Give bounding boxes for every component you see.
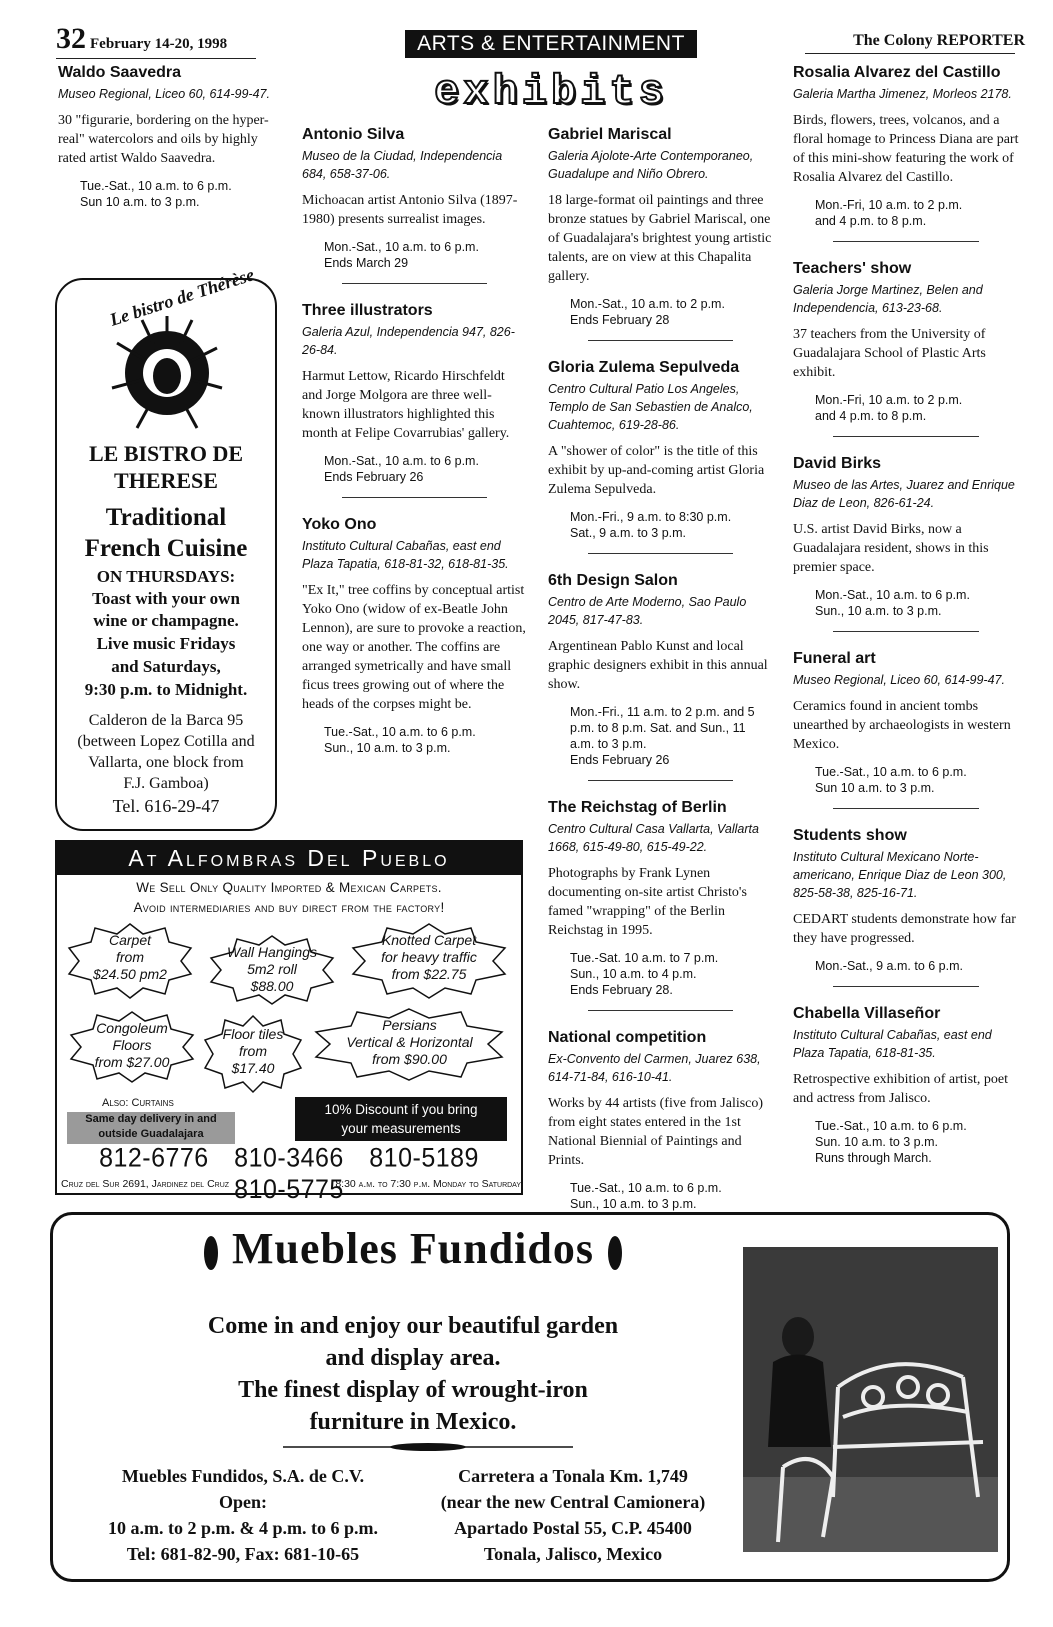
- bistro-name-line: THERESE: [114, 468, 218, 493]
- bistro-address: [57, 710, 275, 794]
- exhibit-hours: [58, 178, 280, 210]
- phone-number: 810-5775: [234, 1174, 344, 1205]
- carpet-footer: [61, 1178, 521, 1190]
- hours-line: Ends February 26: [570, 753, 670, 767]
- address-line: F.J. Gamboa): [123, 775, 209, 792]
- burst-line: $88.00: [250, 978, 294, 994]
- exhibit-description: CEDART students demonstrate how far they have progressed.: [793, 912, 1016, 946]
- burst-line: $24.50 pm2: [93, 966, 167, 982]
- section-banner: ARTS & ENTERTAINMENT: [405, 30, 697, 58]
- burst-line: from $27.00: [94, 1054, 170, 1070]
- exhibit-description: Photographs by Frank Lynen documenting on-site artist Christo's famed "wrapping" of the Berlin Reichstag in 1995.: [548, 866, 747, 938]
- bistro-tagline: [57, 502, 275, 564]
- hours-line: Tue.-Sat. 10 a.m. to 7 p.m.: [570, 951, 719, 965]
- masthead: The Colony REPORTER: [853, 32, 1025, 49]
- exhibit-title: Students show: [793, 827, 907, 844]
- price-burst: [349, 922, 509, 1000]
- exhibit-venue: Galeria Jorge Martinez, Belen and Independencia, 613-23-68.: [793, 283, 983, 315]
- burst-line: Wall Hangings: [226, 944, 317, 960]
- exhibit-hours: [548, 704, 773, 768]
- open-hours: 10 a.m. to 2 p.m. & 4 p.m. to 6 p.m.: [108, 1518, 378, 1538]
- muebles-contact: [73, 1463, 413, 1567]
- exhibit-description: Argentinean Pablo Kunst and local graphic designers exhibit in this annual show.: [548, 639, 768, 692]
- body-line: The finest display of wrought-iron: [238, 1377, 588, 1403]
- same-day-delivery: [67, 1112, 235, 1144]
- column-3: [548, 126, 773, 1230]
- company-name: Muebles Fundidos, S.A. de C.V.: [121, 1466, 365, 1486]
- exhibit-venue: Centro Cultural Casa Vallarta, Vallarta 1668, 615-49-80, 615-49-22.: [548, 822, 759, 854]
- hours-line: Mon.-Sat., 10 a.m. to 6 p.m.: [815, 588, 970, 602]
- exhibit-description: Retrospective exhibition of artist, poet and actress from Jalisco.: [793, 1072, 1009, 1106]
- thursdays-label: ON THURSDAYS:: [96, 567, 236, 586]
- muebles-address: [408, 1463, 738, 1567]
- exhibit-entry: [793, 64, 1019, 242]
- bullet-icon: [608, 1236, 622, 1270]
- bistro-name: [57, 440, 275, 494]
- burst-line: 5m2 roll: [247, 961, 297, 977]
- exhibit-title: National competition: [548, 1029, 707, 1046]
- address-line: (near the new Central Camionera): [440, 1492, 706, 1512]
- hours-line: Sun., 10 a.m. to 3 p.m.: [815, 604, 942, 618]
- hours-line: Mon.-Fri., 9 a.m. to 8:30 p.m.: [570, 510, 732, 524]
- burst-line: Knotted Carpet: [381, 932, 477, 948]
- exhibit-entry: [793, 455, 1019, 632]
- exhibit-title: The Reichstag of Berlin: [548, 799, 727, 816]
- exhibit-hours: [793, 197, 1019, 229]
- exhibit-entry: [793, 1005, 1019, 1166]
- exhibit-hours: [793, 392, 1019, 424]
- exhibit-title: Waldo Saavedra: [58, 64, 182, 81]
- hours-line: and 4 p.m. to 8 p.m.: [815, 214, 927, 228]
- column-4: [793, 64, 1019, 1184]
- exhibit-venue: Instituto Cultural Cabañas, east end Plaza Tapatia, 618-81-32, 618-81-35.: [302, 539, 509, 571]
- live-line: Live music Fridays: [96, 634, 236, 653]
- section-title: exhibits: [434, 68, 668, 116]
- carpet-phones: [57, 1143, 521, 1206]
- entry-divider: [588, 1010, 733, 1011]
- exhibit-venue: Museo Regional, Liceo 60, 614-99-47.: [58, 87, 270, 101]
- exhibit-title: Antonio Silva: [302, 126, 405, 143]
- exhibit-description: Works by 44 artists (five from Jalisco) from eight states entered in the 1st National Biennial of Paintings and Prints.: [548, 1096, 764, 1168]
- exhibit-description: 30 "figurarie, bordering on the hyper-real" watercolors and oils by highly rated artist Waldo Saavedra.: [58, 113, 269, 166]
- header-rule: [56, 58, 256, 59]
- exhibit-venue: Ex-Convento del Carmen, Juarez 638, 614-71-84, 616-10-41.: [548, 1052, 761, 1084]
- address-line: Tonala, Jalisco, Mexico: [483, 1544, 663, 1564]
- carpet-address: Cruz del Sur 2691, Jardinez del Cruz: [61, 1178, 230, 1190]
- exhibit-venue: Galeria Martha Jimenez, Morleos 2178.: [793, 87, 1012, 101]
- exhibit-entry: [302, 126, 527, 284]
- burst-line: Persians: [382, 1017, 437, 1033]
- burst-line: Floors: [112, 1037, 152, 1053]
- burst-line: from: [239, 1043, 267, 1059]
- exhibit-entry: [548, 572, 773, 781]
- muebles-ad: [50, 1212, 1010, 1582]
- hours-line: Sun. 10 a.m. to 3 p.m.: [815, 1135, 938, 1149]
- price-burst: [65, 922, 195, 1000]
- exhibit-title: Gabriel Mariscal: [548, 126, 672, 143]
- exhibit-description: A "shower of color" is the title of this exhibit by up-and-coming artist Gloria Zulema Sepulveda.: [548, 444, 765, 497]
- exhibit-title: Teachers' show: [793, 260, 912, 277]
- exhibit-title: Gloria Zulema Sepulveda: [548, 359, 740, 376]
- phone-number: 810-3466: [234, 1142, 344, 1173]
- burst-line: Floor tiles: [222, 1026, 284, 1042]
- entry-divider: [833, 436, 979, 437]
- open-label: Open:: [218, 1492, 267, 1512]
- exhibit-description: 18 large-format oil paintings and three bronze statues by Gabriel Mariscal, one of Guadalajara's brightest young artistic talents, are on view at this Chapalita gallery.: [548, 193, 772, 284]
- exhibit-hours: [548, 296, 773, 328]
- discount-line: your measurements: [341, 1121, 461, 1136]
- burst-line: $17.40: [231, 1060, 275, 1076]
- phone-fax: Tel: 681-82-90, Fax: 681-10-65: [126, 1544, 360, 1564]
- hours-line: Mon.-Sat., 10 a.m. to 2 p.m.: [570, 297, 725, 311]
- exhibit-hours: [548, 509, 773, 541]
- address-line: Carretera a Tonala Km. 1,749: [458, 1466, 688, 1486]
- exhibit-venue: Instituto Cultural Cabañas, east end Plaza Tapatia, 618-81-35.: [793, 1028, 992, 1060]
- masthead-rule: [805, 53, 1015, 54]
- exhibit-title: Three illustrators: [302, 302, 433, 319]
- burst-line: from $22.75: [391, 966, 467, 982]
- muebles-body: [83, 1310, 743, 1438]
- hours-line: Mon.-Sat., 10 a.m. to 6 p.m.: [324, 240, 479, 254]
- hours-line: Sun 10 a.m. to 3 p.m.: [815, 781, 935, 795]
- tagline-line: French Cuisine: [84, 535, 248, 562]
- exhibit-entry: [302, 516, 527, 756]
- exhibit-venue: Galeria Azul, Independencia 947, 826-26-84.: [302, 325, 515, 357]
- entry-divider: [342, 497, 487, 498]
- hours-line: Sat., 9 a.m. to 3 p.m.: [570, 526, 687, 540]
- exhibit-entry: [548, 126, 773, 341]
- address-line: Apartado Postal 55, C.P. 45400: [454, 1518, 692, 1538]
- entry-divider: [588, 780, 733, 781]
- phone-number: 812-6776: [99, 1142, 209, 1173]
- bullet-icon: [204, 1236, 218, 1270]
- exhibit-venue: Museo de la Ciudad, Independencia 684, 658-37-06.: [302, 149, 503, 181]
- burst-line: from $90.00: [372, 1051, 447, 1067]
- burst-line: for heavy traffic: [381, 949, 477, 965]
- entry-divider: [833, 986, 979, 987]
- hours-line: Ends February 28.: [570, 983, 673, 997]
- body-line: Come in and enjoy our beautiful garden: [207, 1313, 619, 1339]
- exhibit-entry: [302, 302, 527, 498]
- body-line: and display area.: [325, 1345, 501, 1371]
- same-day-line: Same day delivery in and: [85, 1113, 217, 1125]
- hours-line: Sun., 10 a.m. to 3 p.m.: [570, 1197, 697, 1211]
- furniture-photo: [743, 1247, 998, 1552]
- entry-divider: [833, 808, 979, 809]
- hours-line: Ends February 26: [324, 470, 424, 484]
- exhibit-entry: [548, 1029, 773, 1212]
- hours-line: Tue.-Sat., 10 a.m. to 6 p.m.: [80, 179, 232, 193]
- exhibit-description: U.S. artist David Birks, now a Guadalajara resident, shows in this premier space.: [793, 522, 989, 575]
- page-number: 32: [56, 22, 86, 55]
- carpet-subline: Avoid intermediaries and buy direct from the factory!: [133, 900, 445, 915]
- live-line: 9:30 p.m. to Midnight.: [84, 680, 248, 699]
- exhibit-entry: [793, 827, 1019, 987]
- same-day-line: outside Guadalajara: [98, 1128, 204, 1140]
- bistro-phone: Tel. 616-29-47: [112, 796, 220, 816]
- bistro-name-line: LE BISTRO DE: [88, 441, 244, 466]
- bistro-logo-text: Le bistro de Thérèse: [107, 264, 257, 330]
- price-burst: [207, 934, 337, 1006]
- hours-line: Mon.-Fri, 10 a.m. to 2 p.m.: [815, 393, 963, 407]
- exhibit-hours: [793, 1118, 1019, 1166]
- entry-divider: [342, 283, 487, 284]
- exhibit-title: Rosalia Alvarez del Castillo: [793, 64, 1001, 81]
- exhibit-venue: Museo de las Artes, Juarez and Enrique Diaz de Leon, 826-61-24.: [793, 478, 1015, 510]
- exhibit-entry: [58, 64, 280, 210]
- toast-line: Toast with your own: [92, 589, 240, 608]
- price-burst: [67, 1010, 197, 1084]
- hours-line: and 4 p.m. to 8 p.m.: [815, 409, 927, 423]
- toast-line: wine or champagne.: [93, 611, 239, 630]
- exhibit-entry: [548, 359, 773, 554]
- photo-illustration: [743, 1247, 998, 1552]
- hours-line: Mon.-Fri, 10 a.m. to 2 p.m.: [815, 198, 963, 212]
- bistro-thursdays: [57, 566, 275, 632]
- exhibit-hours: [302, 453, 527, 485]
- entry-divider: [833, 241, 979, 242]
- muebles-title: [83, 1223, 743, 1274]
- exhibit-hours: [302, 239, 527, 271]
- column-1: [58, 64, 280, 228]
- exhibit-hours: [548, 950, 773, 998]
- exhibit-venue: Centro de Arte Moderno, Sao Paulo 2045, 817-47-83.: [548, 595, 747, 627]
- exhibit-description: Michoacan artist Antonio Silva (1897-1980) presents surrealist images.: [302, 193, 518, 227]
- hours-line: Tue.-Sat., 10 a.m. to 6 p.m.: [324, 725, 476, 739]
- hours-line: Mon.-Fri., 11 a.m. to 2 p.m. and 5 p.m. to 8 p.m. Sat. and Sun., 11 a.m. to 3 p.m.: [570, 705, 755, 751]
- discount-line: 10% Discount if you bring: [324, 1102, 478, 1117]
- exhibit-venue: Galeria Ajolote-Arte Contemporaneo, Guadalupe and Niño Obrero.: [548, 149, 754, 181]
- burst-line: Vertical & Horizontal: [346, 1034, 473, 1050]
- exhibit-venue: Museo Regional, Liceo 60, 614-99-47.: [793, 673, 1005, 687]
- issue-date: February 14-20, 1998: [90, 36, 228, 52]
- hours-line: Tue.-Sat., 10 a.m. to 6 p.m.: [570, 1181, 722, 1195]
- exhibit-venue: Instituto Cultural Mexicano Norte-americano, Enrique Diaz de Leon 300, 825-58-38, 825-16-71.: [793, 850, 1007, 900]
- address-line: Vallarta, one block from: [88, 754, 244, 771]
- column-2: [302, 126, 527, 774]
- carpet-ad: [55, 840, 523, 1205]
- price-burst: [312, 1007, 507, 1082]
- exhibit-venue: Centro Cultural Patio Los Angeles, Templo de San Sebastien de Analco, Cuahtemoc, 619-28-86.: [548, 382, 753, 432]
- entry-divider: [588, 340, 733, 341]
- exhibit-description: "Ex It," tree coffins by conceptual artist Yoko Ono (widow of ex-Beatle John Lennon), are sure to provoke a reaction, one way or another. The coffins are arranged symetrically and have small ficus trees growing out of where the heads of the corpses might be.: [302, 583, 526, 712]
- exhibit-hours: [793, 764, 1019, 796]
- hours-line: Mon.-Sat., 10 a.m. to 6 p.m.: [324, 454, 479, 468]
- muebles-name: Muebles Fundidos: [232, 1224, 594, 1273]
- burst-line: Carpet: [108, 932, 152, 948]
- exhibit-description: Ceramics found in ancient tombs unearthed by archaeologists in western Mexico.: [793, 699, 1011, 752]
- page-number-date: [56, 22, 227, 56]
- carpet-subline: We Sell Only Quality Imported & Mexican Carpets.: [136, 880, 442, 895]
- address-line: Calderon de la Barca 95: [88, 712, 244, 729]
- hours-line: Mon.-Sat., 9 a.m. to 6 p.m.: [815, 959, 963, 973]
- exhibit-hours: [548, 1180, 773, 1212]
- exhibit-title: Yoko Ono: [302, 516, 377, 533]
- exhibit-title: David Birks: [793, 455, 882, 472]
- carpet-hours: 8:30 a.m. to 7:30 p.m. Monday to Saturday: [335, 1178, 521, 1190]
- exhibit-entry: [793, 260, 1019, 437]
- discount-box: [295, 1097, 507, 1141]
- hours-line: Tue.-Sat., 10 a.m. to 6 p.m.: [815, 765, 967, 779]
- hours-line: Sun 10 a.m. to 3 p.m.: [80, 195, 200, 209]
- bistro-ad: [55, 264, 277, 831]
- address-line: (between Lopez Cotilla and: [77, 733, 255, 750]
- exhibit-entry: [793, 650, 1019, 809]
- curtains-note: Also: Curtains: [102, 1097, 174, 1109]
- exhibit-hours: [302, 724, 527, 756]
- bistro-logo-icon: [97, 264, 257, 438]
- hours-line: Tue.-Sat., 10 a.m. to 6 p.m.: [815, 1119, 967, 1133]
- hours-line: Sun., 10 a.m. to 4 p.m.: [570, 967, 697, 981]
- price-burst: [202, 1014, 304, 1094]
- burst-line: Congoleum: [96, 1020, 168, 1036]
- hours-line: Ends February 28: [570, 313, 670, 327]
- tagline-line: Traditional: [105, 504, 227, 531]
- exhibit-hours: [793, 958, 1019, 974]
- hours-line: Sun., 10 a.m. to 3 p.m.: [324, 741, 451, 755]
- exhibit-hours: [793, 587, 1019, 619]
- exhibit-entry: [548, 799, 773, 1011]
- exhibit-title: 6th Design Salon: [548, 572, 678, 589]
- exhibit-title: Chabella Villaseñor: [793, 1005, 941, 1022]
- body-line: furniture in Mexico.: [309, 1409, 517, 1435]
- carpet-headline: At Alfombras Del Pueblo: [57, 842, 521, 875]
- exhibit-title: Funeral art: [793, 650, 876, 667]
- entry-divider: [588, 553, 733, 554]
- hours-line: Runs through March.: [815, 1151, 932, 1165]
- burst-line: from: [116, 949, 144, 965]
- live-line: and Saturdays,: [111, 657, 221, 676]
- ornament-divider-icon: [283, 1443, 573, 1451]
- exhibit-description: 37 teachers from the University of Guadalajara School of Plastic Arts exhibit.: [793, 327, 986, 380]
- phone-number: 810-5189: [369, 1142, 479, 1173]
- bistro-live-music: [57, 632, 275, 701]
- exhibit-description: Harmut Lettow, Ricardo Hirschfeldt and Jorge Molgora are three well-known illustrators highlighted this month at Felipe Covarrubias' gallery.: [302, 369, 510, 441]
- entry-divider: [833, 631, 979, 632]
- hours-line: Ends March 29: [324, 256, 409, 270]
- exhibit-description: Birds, flowers, trees, volcanos, and a floral homage to Princess Diana are part of this mini-show featuring the work of Rosalia Alvarez del Castillo.: [793, 113, 1019, 185]
